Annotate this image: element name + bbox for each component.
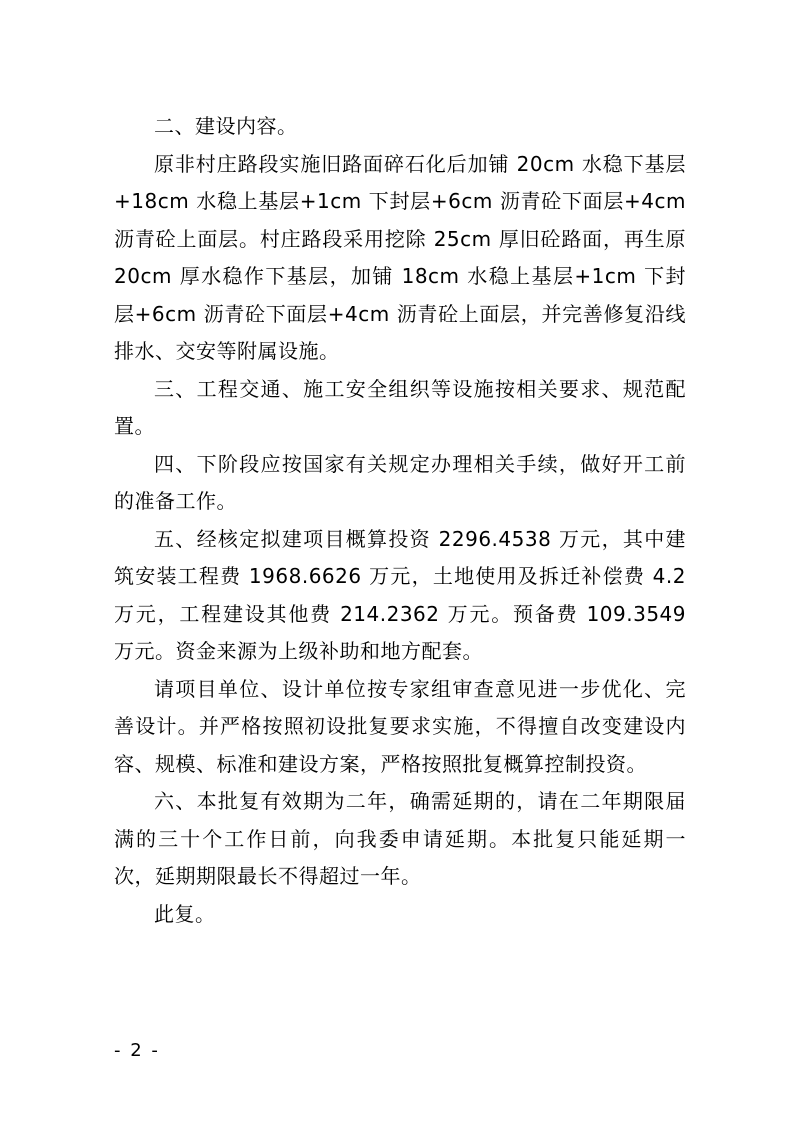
paragraph-validity: 六、本批复有效期为二年，确需延期的，请在二年期限届满的三十个工作日前，向我委申请延期。本批复只能延期一次，延期期限最长不得超过一年。 (114, 789, 686, 888)
document-body (114, 108, 686, 933)
paragraph-next-stage: 四、下阶段应按国家有关规定办理相关手续，做好开工前的准备工作。 (114, 451, 686, 513)
paragraph-design-optimization: 请项目单位、设计单位按专家组审查意见进一步优化、完善设计。并严格按照初设批复要求实施，不得擅自改变建设内容、规模、标准和建设方案，严格按照批复概算控制投资。 (114, 676, 686, 776)
paragraph-construction-content: 原非村庄路段实施旧路面碎石化后加铺 20cm 水稳下基层+18cm 水稳上基层+1cm 下封层+6cm 沥青砼下面层+4cm 沥青砼上面层。村庄路段采用挖除 25cm 厚旧砼路面，再生原 20cm 厚水稳作下基层，加铺 18cm 水稳上基层+1cm 下封层+6cm 沥青砼下面层+4cm 沥青砼上面层，并完善修复沿线排水、交安等附属设施。 (114, 151, 686, 363)
paragraph-closing: 此复。 (154, 901, 216, 926)
page-number: - 2 - (114, 1040, 160, 1061)
paragraph-construction-content-heading: 二、建设内容。 (154, 114, 298, 138)
paragraph-traffic-safety: 三、工程交通、施工安全组织等设施按相关要求、规范配置。 (114, 376, 686, 438)
paragraph-budget: 五、经核定拟建项目概算投资 2296.4538 万元，其中建筑安装工程费 1968.6626 万元，土地使用及拆迁补偿费 4.2 万元，工程建设其他费 214.2362 万元。预备费 109.3549 万元。资金来源为上级补助和地方配套。 (114, 526, 686, 663)
